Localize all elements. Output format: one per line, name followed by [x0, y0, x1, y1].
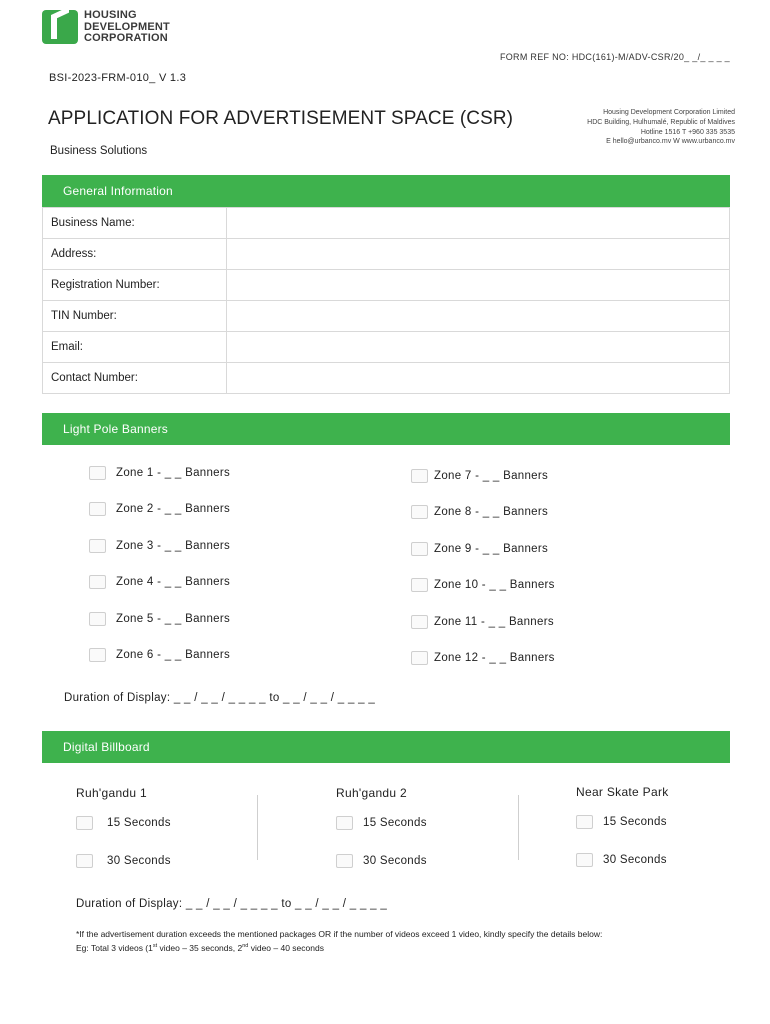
table-row [43, 270, 730, 301]
ruhgandu-1-heading: Ruh'gandu 1 [76, 786, 147, 800]
logo-line-3: CORPORATION [84, 32, 168, 44]
table-row [43, 332, 730, 363]
ruhgandu-2-15s-option[interactable] [336, 816, 427, 830]
business-name-label: Business Name: [43, 208, 227, 239]
zone-1-label: Zone 1 - _ _ Banners [116, 467, 231, 479]
ruhgandu-1-30s-checkbox[interactable] [76, 854, 93, 868]
section-general-information: General Information [42, 175, 730, 207]
table-row [43, 301, 730, 332]
tin-number-label: TIN Number: [43, 301, 227, 332]
zone-10-option[interactable] [411, 578, 555, 592]
zone-11-label: Zone 11 - _ _ Banners [434, 616, 554, 628]
page-title: APPLICATION FOR ADVERTISEMENT SPACE (CSR) [48, 108, 514, 129]
address-field[interactable] [227, 239, 730, 270]
column-divider [518, 795, 519, 860]
document-code: BSI-2023-FRM-010_ V 1.3 [49, 72, 187, 84]
zone-10-label: Zone 10 - _ _ Banners [434, 579, 555, 591]
light-pole-duration-field[interactable]: Duration of Display: _ _ / _ _ / _ _ _ _ to _ _ / _ _ / _ _ _ _ [64, 692, 376, 704]
company-contact: E hello@urbanco.mv W www.urbanco.mv [606, 138, 735, 146]
ruhgandu-2-30s-option[interactable] [336, 854, 427, 868]
zone-8-checkbox[interactable] [411, 505, 428, 519]
note-sup-2: nd [242, 943, 249, 949]
zone-7-option[interactable] [411, 469, 548, 483]
zone-8-option[interactable] [411, 505, 548, 519]
company-name: Housing Development Corporation Limited [603, 109, 735, 116]
billboard-duration-field[interactable]: Duration of Display: _ _ / _ _ / _ _ _ _ to _ _ / _ _ / _ _ _ _ [76, 898, 388, 910]
ruhgandu-2-15s-label: 15 Seconds [363, 817, 427, 829]
zone-12-label: Zone 12 - _ _ Banners [434, 652, 555, 664]
business-name-field[interactable] [227, 208, 730, 239]
address-label: Address: [43, 239, 227, 270]
logo-mark-icon [42, 10, 78, 44]
ruhgandu-1-30s-label: 30 Seconds [107, 855, 171, 867]
zone-9-option[interactable] [411, 542, 548, 556]
near-skate-park-heading: Near Skate Park [576, 785, 669, 799]
logo-line-1: HOUSING [84, 9, 137, 21]
logo-wordmark [84, 10, 170, 45]
column-divider [257, 795, 258, 860]
zone-2-checkbox[interactable] [89, 502, 106, 516]
zone-5-label: Zone 5 - _ _ Banners [116, 613, 231, 625]
note-line-1: *If the advertisement duration exceeds the mentioned packages OR if the number of videos exceed 1 video, kindly specify the details below: [76, 929, 603, 939]
ruhgandu-2-15s-checkbox[interactable] [336, 816, 353, 830]
zone-1-checkbox[interactable] [89, 466, 106, 480]
zone-2-option[interactable] [89, 502, 230, 516]
zone-2-label: Zone 2 - _ _ Banners [116, 503, 231, 515]
billboard-note [76, 928, 602, 954]
table-row [43, 239, 730, 270]
note-sup-1: st [152, 943, 158, 949]
zone-6-label: Zone 6 - _ _ Banners [116, 649, 231, 661]
form-ref-number: FORM REF NO: HDC(161)-M/ADV-CSR/20_ _/_ _ _ _ [499, 52, 730, 62]
zone-12-checkbox[interactable] [411, 651, 428, 665]
zone-3-checkbox[interactable] [89, 539, 106, 553]
company-phones: Hotline 1516 T +960 335 3535 [640, 128, 735, 136]
zone-4-label: Zone 4 - _ _ Banners [116, 576, 231, 588]
skate-park-30s-option[interactable] [576, 853, 667, 867]
zone-12-option[interactable] [411, 651, 555, 665]
email-field[interactable] [227, 332, 730, 363]
zone-11-option[interactable] [411, 615, 554, 629]
ruhgandu-1-15s-option[interactable] [76, 816, 171, 830]
note-mid: video – 35 seconds, 2 [157, 942, 243, 953]
zone-7-label: Zone 7 - _ _ Banners [434, 470, 549, 482]
zone-9-checkbox[interactable] [411, 542, 428, 556]
skate-park-30s-label: 30 Seconds [603, 854, 667, 866]
note-suffix: video – 40 seconds [248, 942, 324, 953]
registration-number-field[interactable] [227, 270, 730, 301]
zone-8-label: Zone 8 - _ _ Banners [434, 506, 549, 518]
contact-number-label: Contact Number: [43, 363, 227, 394]
page-subtitle: Business Solutions [50, 145, 148, 157]
ruhgandu-2-30s-checkbox[interactable] [336, 854, 353, 868]
zone-6-option[interactable] [89, 648, 230, 662]
section-digital-billboard: Digital Billboard [42, 731, 730, 763]
zone-9-label: Zone 9 - _ _ Banners [434, 543, 549, 555]
table-row [43, 208, 730, 239]
contact-number-field[interactable] [227, 363, 730, 394]
zone-10-checkbox[interactable] [411, 578, 428, 592]
zone-3-option[interactable] [89, 539, 230, 553]
general-information-table [42, 207, 730, 394]
zone-6-checkbox[interactable] [89, 648, 106, 662]
zone-3-label: Zone 3 - _ _ Banners [116, 540, 231, 552]
note-line-2 [76, 940, 602, 954]
skate-park-30s-checkbox[interactable] [576, 853, 593, 867]
ruhgandu-2-30s-label: 30 Seconds [363, 855, 427, 867]
zone-1-option[interactable] [89, 466, 230, 480]
skate-park-15s-label: 15 Seconds [603, 816, 667, 828]
ruhgandu-2-heading: Ruh'gandu 2 [336, 786, 407, 800]
zone-11-checkbox[interactable] [411, 615, 428, 629]
skate-park-15s-checkbox[interactable] [576, 815, 593, 829]
note-prefix: Eg: Total 3 videos (1 [76, 942, 153, 953]
ruhgandu-1-15s-checkbox[interactable] [76, 816, 93, 830]
ruhgandu-1-30s-option[interactable] [76, 854, 171, 868]
zone-5-checkbox[interactable] [89, 612, 106, 626]
zone-7-checkbox[interactable] [411, 469, 428, 483]
ruhgandu-1-15s-label: 15 Seconds [107, 817, 171, 829]
skate-park-15s-option[interactable] [576, 815, 667, 829]
zone-4-option[interactable] [89, 575, 230, 589]
logo-line-2: DEVELOPMENT [84, 20, 170, 33]
zone-5-option[interactable] [89, 612, 230, 626]
table-row [43, 363, 730, 394]
zone-4-checkbox[interactable] [89, 575, 106, 589]
section-light-pole-banners: Light Pole Banners [42, 413, 730, 445]
registration-number-label: Registration Number: [43, 270, 227, 301]
company-address: HDC Building, Hulhumalé, Republic of Maldives [587, 118, 735, 126]
hdc-logo [42, 10, 182, 46]
email-label: Email: [43, 332, 227, 363]
company-details [587, 108, 735, 147]
tin-number-field[interactable] [227, 301, 730, 332]
